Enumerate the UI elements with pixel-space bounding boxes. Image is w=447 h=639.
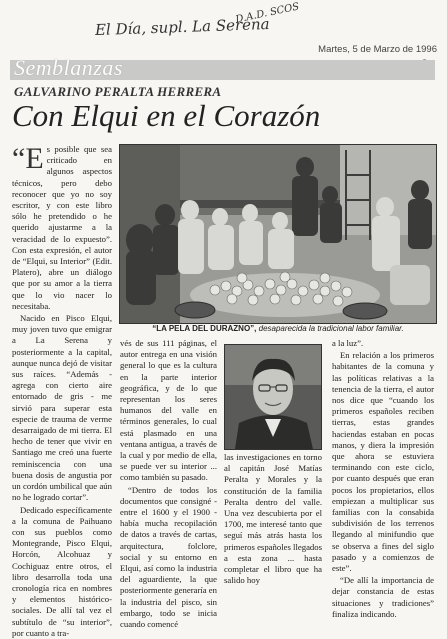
drop-cap: “E	[12, 142, 44, 175]
article-column-4	[332, 338, 434, 619]
photo-caption	[122, 324, 434, 334]
paragraph: “Dentro de todos los documentos que consigné - entre el 1600 y el 1900 - había mucha recopilación de datos a través de cartas, arquitectura, folclore, social y su entorno en Elqui, así como la industria del aguardiente, la que posteriormente generaría en la industria del pisco, sin embargo, todo se inicia cuando comencé	[120, 484, 217, 630]
dateline: Martes, 5 de Marzo de 1996	[318, 44, 437, 55]
article-column-2	[120, 338, 217, 630]
article-headline: Con Elqui en el Corazón	[12, 98, 321, 133]
main-photo	[119, 144, 437, 324]
peach-peeling-photo	[120, 145, 436, 323]
paragraph: En relación a los primeros habitantes de la comuna y las políticas relativas a la tenencia de la tierra, el autor nos dice que “cuando los primeros españoles reciben tierras, estas grandes haciendas estaban en pocas manos, y diera la impresión que ahora se estuviera terminando con este ciclo, por cuanto después que eran pocos los propietarios, ellos empiezan a multiplicar sus familias con la consabida subdivisión de los terrenos llegando al minifundio que se observa a fines del siglo pasado y a comienzos de este”.	[332, 350, 434, 574]
paragraph: “De allí la importancia de dejar constancia de estas situaciones y tradiciones” finaliza indicando.	[332, 575, 434, 619]
handwritten-archive-note: D.A.D. SCOS	[234, 1, 301, 26]
paragraph: Nacido en Pisco Elqui, muy joven tuvo que emigrar a La Serena y posteriormente a la capital, aunque nunca dejó de visitar sus raíces. “Además - agrega con cierto aire entornado de gris - me sirvió para superar esta especie de trauma de verme desarraigado de mi tierra. El hecho de tener que vivir en Santiago me creó una fuerte reminiscencia con una buena dosis de angustia por un cordón umbilical que aún no he logrado cortar”.	[12, 313, 112, 503]
paragraph: Dedicado específicamente a la comuna de Paihuano con sus pueblos como Montegrande, Pisco Elqui, Horcón, Alcohuaz y Cochiguaz entre otros, el libro desarrolla toda una cronología rica en nombres y elementos histórico-sociales. De allí tal vez el subtítulo de “su interior”, por cuanto a tra-	[12, 504, 112, 638]
paragraph: a la luz”.	[332, 338, 364, 348]
handwritten-annotation	[94, 1, 355, 40]
section-title: Semblanzas	[14, 55, 123, 80]
article-kicker: GALVARINO PERALTA HERRERA	[14, 84, 222, 99]
article-column-1	[12, 142, 112, 638]
caption-text: desaparecida la tradicional labor familiar.	[258, 324, 404, 333]
article-column-3	[224, 452, 322, 596]
paragraph: s posible que sea criticado en algunos aspectos técnicos, pero debo reconocer que yo no soy escritor, y con este libro sólo he pretendido o he querido ajustarme a la veracidad de lo expuesto”. Con esta expresión, el autor de “Elqui, su Interior” (Edit. Platero), abre un diálogo que por su amor a la tierra que lo vio nacer lo necesitaba.	[12, 144, 112, 311]
caption-title: “LA PELA DEL DURAZNO”,	[152, 324, 257, 333]
author-portrait	[224, 344, 322, 450]
paragraph: las investigaciones en torno al capitán José Matías Peralta y Morales y la constitución de la familia Peralta dentro del valle. Una vez descubierta por el 1700, me interesé tanto que seguí más atrás hasta los primeros españoles llegados a esta zona ... hasta completar el libro que ha salido hoy	[224, 452, 322, 586]
author-photo	[225, 345, 321, 449]
paragraph: vés de sus 111 páginas, el autor entrega en una visión general lo que es la cultura en la parte interior geográfica, y de lo que representan los seres humanos del valle en términos generales, lo cual está plasmado en una ventana antigua, a través de la cual y por medio de ella, se puede ver su interior ... como también su pasado.	[120, 338, 217, 483]
handwritten-source-note: El Día, supl. La Serena	[94, 14, 270, 40]
